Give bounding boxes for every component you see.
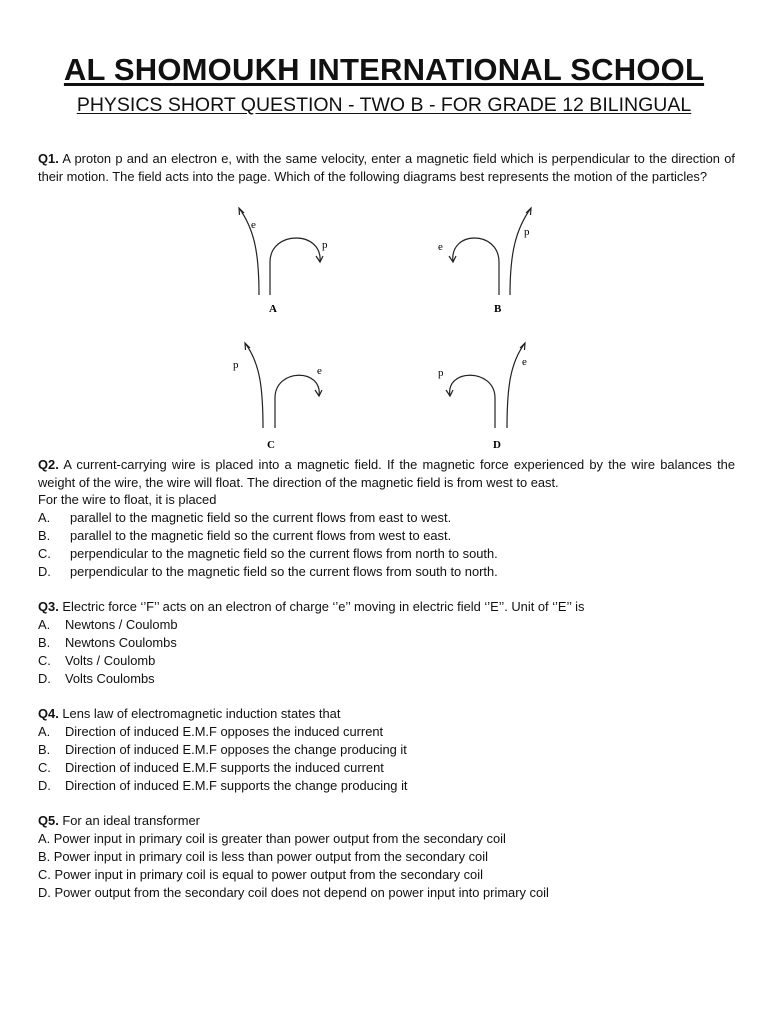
option-text: parallel to the magnetic field so the current flows from west to east.: [70, 528, 452, 543]
option-letter: A.: [38, 510, 51, 525]
diagram-d-caption: D: [493, 439, 501, 451]
q5-label: Q5.: [38, 813, 59, 828]
q3-option-b: [38, 634, 177, 652]
diagram-b-left-label: e: [438, 241, 443, 253]
q4-text: Lens law of electromagnetic induction states that: [62, 706, 341, 721]
q5-text: For an ideal transformer: [62, 813, 200, 828]
diagram-c-right-label: e: [317, 365, 322, 377]
q2-prompt: For the wire to float, it is placed: [38, 492, 217, 507]
q3-text: Electric force ‘’F’’ acts on an electron of charge ‘’e’’ moving in electric field ‘’E’’. Unit of ‘’E’’ is: [62, 599, 585, 614]
q1-question: [38, 150, 735, 186]
option-text: Direction of induced E.M.F supports the induced current: [65, 760, 384, 775]
q5-option-d: D. Power output from the secondary coil does not depend on power input into primary coil: [38, 885, 549, 900]
q3-option-c: [38, 652, 155, 670]
diagram-c-caption: C: [267, 439, 275, 451]
q5-option-c: C. Power input in primary coil is equal to power output from the secondary coil: [38, 867, 483, 882]
q2-question: [38, 456, 735, 492]
q5-option-b: B. Power input in primary coil is less than power output from the secondary coil: [38, 849, 488, 864]
diagram-a-caption: A: [269, 303, 277, 315]
electron-path-curve: [453, 238, 499, 295]
option-text: perpendicular to the magnetic field so the current flows from south to north.: [70, 564, 498, 579]
option-text: parallel to the magnetic field so the current flows from east to west.: [70, 510, 452, 525]
arrowhead-icon: [315, 390, 322, 396]
option-letter: C.: [38, 760, 51, 775]
option-letter: C.: [38, 546, 51, 561]
proton-path-curve: [450, 375, 495, 428]
school-title: AL SHOMOUKH INTERNATIONAL SCHOOL: [63, 52, 705, 87]
q3-label: Q3.: [38, 599, 59, 614]
q2-option-a: [38, 509, 451, 527]
option-text: Volts / Coulomb: [65, 653, 156, 668]
electron-path-curve: [275, 375, 319, 428]
q4-option-d: [38, 777, 408, 795]
option-letter: B.: [38, 742, 51, 757]
q4-option-a: [38, 723, 383, 741]
q4-label: Q4.: [38, 706, 59, 721]
option-text: Newtons Coulombs: [65, 635, 177, 650]
option-letter: A.: [38, 724, 51, 739]
option-letter: D.: [38, 778, 51, 793]
q4-question: [38, 705, 340, 723]
q2-option-b: [38, 527, 451, 545]
diagram-a: [215, 200, 335, 325]
q3-option-d: [38, 670, 155, 688]
diagram-c-left-label: p: [233, 359, 239, 371]
diagram-d: [435, 338, 555, 463]
diagram-b: [435, 200, 555, 325]
option-letter: D.: [38, 671, 51, 686]
q2-option-d: [38, 563, 498, 581]
diagram-b-right-label: p: [524, 226, 530, 238]
proton-path-line: [245, 343, 263, 428]
q3-question: [38, 598, 584, 616]
q1-label: Q1.: [38, 151, 59, 166]
diagram-b-caption: B: [494, 303, 502, 315]
proton-path-curve: [270, 238, 320, 295]
option-letter: B.: [38, 528, 51, 543]
q2-text: A current-carrying wire is placed into a magnetic field. If the magnetic force experienced by the wire balances the weight of the wire, the wire will float. The direction of the magnetic field is from west to east.: [38, 457, 736, 490]
diagram-d-right-label: e: [522, 356, 527, 368]
q1-text: A proton p and an electron e, with the same velocity, enter a magnetic field which is perpendicular to the direction of their motion. The field acts into the page. Which of the following diagrams best represents the motion of the particles?: [38, 151, 735, 184]
option-letter: A.: [38, 617, 51, 632]
option-letter: B.: [38, 635, 51, 650]
q5-question: [38, 812, 200, 830]
diagram-d-left-label: p: [438, 367, 444, 379]
q4-option-c: [38, 759, 384, 777]
electron-path-line: [239, 208, 259, 295]
option-text: Volts Coulombs: [65, 671, 155, 686]
q4-option-b: [38, 741, 407, 759]
proton-path-line: [510, 208, 531, 295]
option-text: Direction of induced E.M.F supports the change producing it: [65, 778, 408, 793]
q2-option-c: [38, 545, 498, 563]
option-letter: D.: [38, 564, 51, 579]
option-letter: C.: [38, 653, 51, 668]
q3-option-a: [38, 616, 178, 634]
diagram-c: [215, 338, 335, 463]
q5-option-a: A. Power input in primary coil is greater than power output from the secondary coil: [38, 831, 506, 846]
diagram-a-right-label: p: [322, 239, 328, 251]
option-text: Newtons / Coulomb: [65, 617, 178, 632]
option-text: perpendicular to the magnetic field so the current flows from north to south.: [70, 546, 498, 561]
worksheet-subtitle: PHYSICS SHORT QUESTION - TWO B - FOR GRADE 12 BILINGUAL: [76, 94, 692, 116]
option-text: Direction of induced E.M.F opposes the change producing it: [65, 742, 407, 757]
option-text: Direction of induced E.M.F opposes the induced current: [65, 724, 384, 739]
q2-label: Q2.: [38, 457, 59, 472]
diagram-a-left-label: e: [251, 219, 256, 231]
